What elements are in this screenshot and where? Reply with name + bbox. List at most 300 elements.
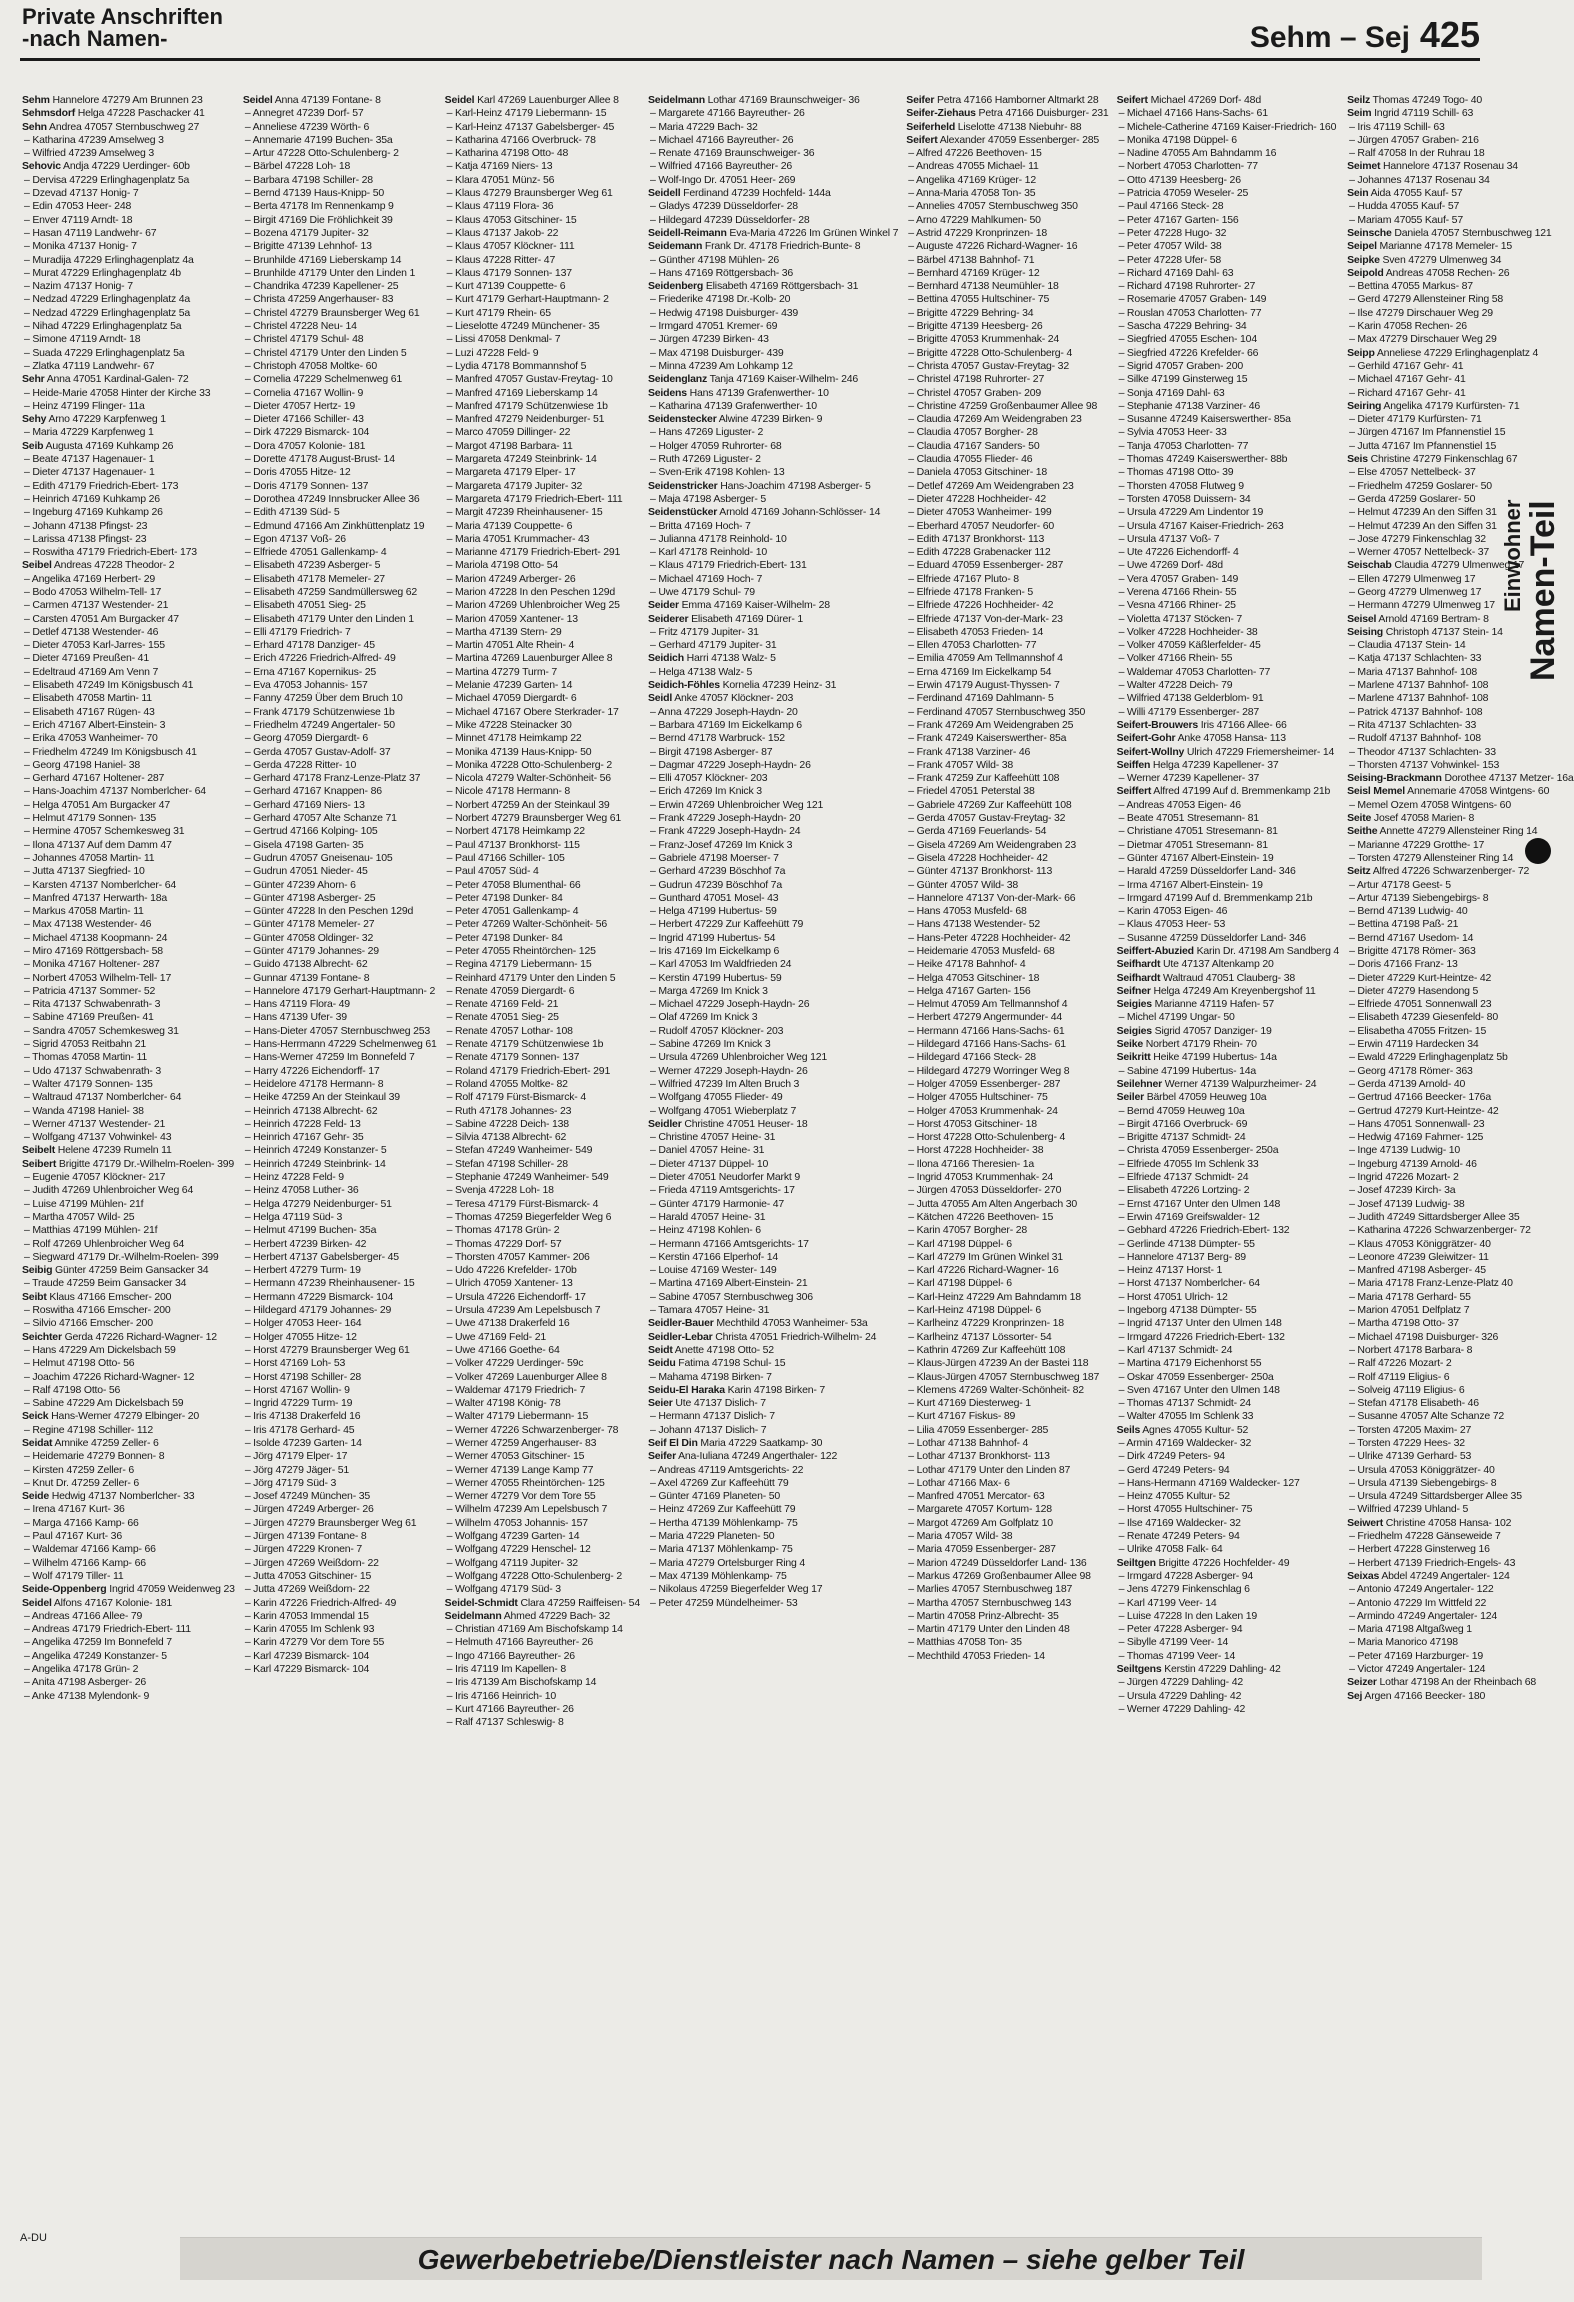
listing-details: – Katharina 47226 Schwarzenberger- 72 xyxy=(1349,1224,1531,1237)
listing-details: – Doris 47179 Sonnen- 137 xyxy=(244,479,369,492)
listing-entry xyxy=(1347,333,1573,346)
listing-entry xyxy=(22,1636,235,1649)
listing-entry xyxy=(243,852,437,865)
listing-details: – Norbert 47259 An der Steinkaul 39 xyxy=(446,798,610,811)
listing-entry xyxy=(1117,1224,1340,1237)
listing-details: – Sabine 47228 Deich- 138 xyxy=(446,1117,569,1130)
listing-details: – Gabriele 47198 Moerser- 7 xyxy=(649,851,779,864)
listing-details: – Gisela 47228 Hochheider- 42 xyxy=(908,851,1048,864)
listing-entry xyxy=(1117,706,1340,719)
listing-entry xyxy=(1347,1238,1573,1251)
listing-entry xyxy=(1347,1450,1573,1463)
listing-details: – Armindo 47249 Angertaler- 124 xyxy=(1349,1609,1497,1622)
listing-details: – Ursula 47269 Uhlenbroicher Weg 121 xyxy=(649,1051,828,1064)
listing-entry xyxy=(445,520,640,533)
listing-details: – Gladys 47239 Düsseldorfer- 28 xyxy=(649,200,798,213)
listing-details: – Hans 47229 Am Dickelsbach 59 xyxy=(24,1343,176,1356)
listing-details: – Thomas 47229 Dorf- 57 xyxy=(446,1237,562,1250)
listing-entry xyxy=(445,453,640,466)
listing-entry xyxy=(1117,652,1340,665)
listing-entry xyxy=(445,719,640,732)
listing-details: – Holger 47055 Hitze- 12 xyxy=(244,1330,357,1343)
listing-details: – Hermann 47279 Ulmenweg 17 xyxy=(1349,599,1495,612)
listing-details: – Ursula 47167 Kaiser-Friedrich- 263 xyxy=(1118,519,1284,532)
listing-details: – Peter 47167 Garten- 156 xyxy=(1118,213,1239,226)
listing-details: – Margot 47269 Am Golfplatz 10 xyxy=(908,1516,1053,1529)
listing-details: – Georg 47279 Ulmenweg 17 xyxy=(1349,585,1482,598)
listing-entry xyxy=(445,227,640,240)
listing-details: – Volker 47269 Lauenburger Allee 8 xyxy=(446,1370,607,1383)
listing-entry xyxy=(445,121,640,134)
listing-details: – Helga 47051 Am Burgacker 47 xyxy=(24,798,170,811)
listing-entry xyxy=(243,746,437,759)
listing-details: – Richard 47167 Gehr- 41 xyxy=(1349,386,1466,399)
listing-details: – Birgit 47166 Overbruck- 69 xyxy=(1118,1117,1248,1130)
listing-entry xyxy=(445,187,640,200)
listing-entry xyxy=(906,932,1108,945)
listing-entry xyxy=(1117,267,1340,280)
listing-details: – Werner 47279 Vor dem Tore 55 xyxy=(446,1490,596,1503)
listing-details: – Kerstin 47166 Elperhof- 14 xyxy=(649,1250,779,1263)
listing-details: – Elisabeth 47249 Im Königsbusch 41 xyxy=(24,679,194,692)
listing-entry xyxy=(1347,1291,1573,1304)
listing-entry xyxy=(445,1025,640,1038)
listing-details: – Guido 47138 Albrecht- 62 xyxy=(244,958,368,971)
listing-details: – Margareta 47179 Jupiter- 32 xyxy=(446,479,583,492)
listing-details: Agnes 47055 Kultur- 52 xyxy=(1142,1423,1249,1436)
listing-entry xyxy=(1117,746,1340,759)
listing-entry xyxy=(243,214,437,227)
listing-entry xyxy=(445,918,640,931)
listing-details: – Bozena 47179 Jupiter- 32 xyxy=(244,226,369,239)
listing-details: – Marlene 47137 Bahnhof- 108 xyxy=(1349,692,1489,705)
listing-details: – Kätchen 47226 Beethoven- 15 xyxy=(908,1210,1054,1223)
listing-entry xyxy=(243,1224,437,1237)
listing-entry xyxy=(648,666,898,679)
listing-details: – Kurt 47169 Diesterweg- 1 xyxy=(908,1397,1031,1410)
listing-entry xyxy=(906,520,1108,533)
listing-entry xyxy=(1117,1610,1340,1623)
listing-details: – Ralf 47198 Otto- 56 xyxy=(24,1383,121,1396)
listing-entry xyxy=(1347,1424,1573,1437)
listing-entry xyxy=(648,1264,898,1277)
listing-entry xyxy=(445,1597,640,1610)
listing-details: – Inge 47139 Ludwig- 10 xyxy=(1349,1144,1461,1157)
surname: Seidich-Föhles xyxy=(647,679,720,692)
listing-details: – Roland 47055 Moltke- 82 xyxy=(446,1077,568,1090)
listing-details: Petra 47166 Duisburger- 231 xyxy=(978,107,1109,120)
listing-entry xyxy=(243,1570,437,1583)
listing-details: – Lothar 47137 Bronkhorst- 113 xyxy=(908,1450,1050,1463)
listing-details: – Stefan 47198 Schiller- 28 xyxy=(446,1157,568,1170)
listing-entry xyxy=(648,1011,898,1024)
listing-details: – Karl 47053 Im Waldfrieden 24 xyxy=(649,958,792,971)
listing-details: – Volker 47166 Rhein- 55 xyxy=(1118,652,1233,665)
listing-entry xyxy=(243,373,437,386)
listing-details: – Kurt 47139 Couppette- 6 xyxy=(446,280,566,293)
listing-entry xyxy=(1117,626,1340,639)
listing-details: – Elisabeth 47259 Sandmüllersweg 62 xyxy=(244,585,418,598)
listing-details: – Iris 47138 Drakerfeld 16 xyxy=(244,1410,361,1423)
listing-entry xyxy=(906,214,1108,227)
listing-details: – Udo 47226 Krefelder- 170b xyxy=(446,1264,577,1277)
listing-details: – Michael 47166 Hans-Sachs- 61 xyxy=(1118,107,1268,120)
listing-details: – Hannelore 47137 Von-der-Mark- 66 xyxy=(908,891,1076,904)
listing-entry xyxy=(22,187,235,200)
listing-entry xyxy=(445,1410,640,1423)
listing-details: – Birgit 47198 Asberger- 87 xyxy=(649,745,773,758)
listing-entry xyxy=(906,972,1108,985)
listing-entry xyxy=(1347,1676,1573,1689)
surname: Seidelmann xyxy=(444,1609,502,1622)
listing-details: – Rudolf 47137 Bahnhof- 108 xyxy=(1349,732,1481,745)
listing-entry xyxy=(906,1171,1108,1184)
listing-entry xyxy=(1347,1410,1573,1423)
listing-entry xyxy=(1347,639,1573,652)
listing-entry xyxy=(445,799,640,812)
listing-entry xyxy=(648,426,898,439)
surname: Seite xyxy=(1347,812,1372,825)
listing-details: – Heidemarie 47053 Musfeld- 68 xyxy=(908,945,1055,957)
surname: Seiring xyxy=(1347,399,1382,412)
listing-details: – Manfred 47179 Schützenwiese 1b xyxy=(446,399,608,412)
listing-entry xyxy=(648,759,898,772)
listing-entry xyxy=(243,1264,437,1277)
listing-details: Lothar 47198 An der Rheinbach 68 xyxy=(1379,1676,1537,1689)
listing-entry xyxy=(648,134,898,147)
listing-entry xyxy=(648,799,898,812)
listing-details: – Karl 47137 Schmidt- 24 xyxy=(1118,1343,1233,1356)
listing-entry xyxy=(648,879,898,892)
listing-entry xyxy=(648,719,898,732)
listing-entry xyxy=(243,533,437,546)
listing-details: – Brigitte 47228 Otto-Schulenberg- 4 xyxy=(908,346,1073,359)
listing-details: – Annemarie 47199 Buchen- 35a xyxy=(244,133,393,146)
listing-entry xyxy=(22,1503,235,1516)
listing-entry xyxy=(906,493,1108,506)
listing-details: – Nedzad 47229 Erlinghagenplatz 4a xyxy=(24,293,190,306)
listing-details: Andreas 47058 Rechen- 26 xyxy=(1385,266,1510,279)
listing-details: – Günter 47167 Albert-Einstein- 19 xyxy=(1118,851,1274,864)
listing-details: – Klaus 47057 Klöckner- 111 xyxy=(446,240,575,253)
listing-entry xyxy=(1347,652,1573,665)
listing-entry xyxy=(1117,1131,1340,1144)
listing-entry xyxy=(906,1583,1108,1596)
listing-entry xyxy=(1117,94,1340,107)
surname: Seiler xyxy=(1116,1091,1144,1104)
listing-details: – Hermann 47166 Amtsgerichts- 17 xyxy=(649,1237,809,1250)
section-title: Private Anschriften xyxy=(22,4,223,29)
listing-entry xyxy=(1117,1118,1340,1131)
listing-details: – Anita 47198 Asberger- 26 xyxy=(24,1676,147,1689)
listing-entry xyxy=(445,1277,640,1290)
listing-details: – Gerhard 47167 Knappen- 86 xyxy=(244,785,382,798)
listing-details: – Heinz 47055 Kultur- 52 xyxy=(1118,1490,1230,1503)
surname: Seischab xyxy=(1347,559,1392,572)
directory-column xyxy=(243,94,437,2234)
listing-entry xyxy=(445,1131,640,1144)
listing-details: – Karin 47226 Friedrich-Alfred- 49 xyxy=(244,1596,397,1609)
listing-details: – Mahama 47198 Birken- 7 xyxy=(649,1370,772,1383)
listing-details: – Frank 47229 Joseph-Haydn- 20 xyxy=(649,812,801,825)
listing-details: – Karl 47226 Richard-Wagner- 16 xyxy=(908,1264,1059,1277)
surname: Seidell xyxy=(647,187,681,200)
listing-entry xyxy=(648,945,898,958)
listing-details: – Ingo 47166 Bayreuther- 26 xyxy=(446,1649,575,1662)
listing-entry xyxy=(445,1331,640,1344)
listing-entry xyxy=(22,1490,235,1503)
listing-details: – Martin 47058 Prinz-Albrecht- 35 xyxy=(908,1609,1059,1622)
listing-entry xyxy=(1117,387,1340,400)
listing-details: – Josef 47249 München- 35 xyxy=(244,1490,370,1503)
listing-details: – Klaus-Jürgen 47057 Sternbuschweg 187 xyxy=(908,1370,1100,1383)
listing-entry xyxy=(648,1171,898,1184)
listing-entry xyxy=(243,1078,437,1091)
listing-entry xyxy=(22,320,235,333)
listing-details: Helga 47249 Am Kreyenbergshof 11 xyxy=(1153,984,1316,997)
listing-entry xyxy=(1117,759,1340,772)
listing-details: – Udo 47137 Schwabenrath- 3 xyxy=(24,1064,162,1077)
listing-entry xyxy=(648,1038,898,1051)
listing-entry xyxy=(906,107,1108,120)
listing-entry xyxy=(1347,466,1573,479)
listing-details: – Uwe 47179 Schul- 79 xyxy=(649,585,755,598)
listing-details: – Heide-Marie 47058 Hinter der Kirche 33 xyxy=(24,386,211,399)
listing-details: Ulrich 47229 Friemersheimer- 14 xyxy=(1186,745,1335,758)
listing-entry xyxy=(22,413,235,426)
listing-details: – Sabine 47169 Preußen- 41 xyxy=(24,1011,154,1024)
listing-entry xyxy=(906,1025,1108,1038)
listing-details: – Ingrid 47137 Unter den Ulmen 148 xyxy=(1118,1317,1282,1330)
listing-details: – Britta 47169 Hoch- 7 xyxy=(649,519,751,532)
listing-entry xyxy=(1117,1038,1340,1051)
listing-details: – Rosemarie 47057 Graben- 149 xyxy=(1118,293,1267,306)
listing-details: Ferdinand 47239 Hochfeld- 144a xyxy=(683,187,831,200)
listing-details: – Günter 47198 Asberger- 25 xyxy=(244,891,376,904)
listing-details: – Jens 47279 Finkenschlag 6 xyxy=(1118,1583,1250,1596)
listing-details: – Horst 47137 Nomberlcher- 64 xyxy=(1118,1277,1260,1290)
listing-details: – Heinrich 47138 Albrecht- 62 xyxy=(244,1104,378,1117)
listing-details: – Harald 47057 Heine- 31 xyxy=(649,1210,766,1223)
listing-entry xyxy=(906,812,1108,825)
listing-entry xyxy=(1117,1517,1340,1530)
listing-entry xyxy=(1117,360,1340,373)
surname: Seigies xyxy=(1116,998,1152,1011)
listing-details: – Bettina 47055 Markus- 87 xyxy=(1349,280,1473,293)
listing-entry xyxy=(1117,413,1340,426)
listing-entry xyxy=(906,280,1108,293)
listing-entry xyxy=(906,1144,1108,1157)
listing-details: – Lothar 47166 Max- 6 xyxy=(908,1476,1010,1489)
listing-details: – Victor 47249 Angertaler- 124 xyxy=(1349,1663,1486,1676)
listing-details: – Annelies 47057 Sternbuschweg 350 xyxy=(908,200,1078,213)
listing-details: – Minnet 47178 Heimkamp 22 xyxy=(446,732,582,745)
listing-entry xyxy=(1117,453,1340,466)
listing-entry xyxy=(648,1251,898,1264)
listing-details: – Marlene 47137 Bahnhof- 108 xyxy=(1349,679,1489,692)
listing-entry xyxy=(243,280,437,293)
listing-details: – Claudia 47137 Stein- 14 xyxy=(1349,639,1466,652)
listing-entry xyxy=(906,480,1108,493)
listing-details: Petra 47166 Hamborner Altmarkt 28 xyxy=(936,94,1099,106)
listing-details: – Frank 47057 Wild- 38 xyxy=(908,758,1014,771)
listing-entry xyxy=(22,160,235,173)
listing-details: – Holger 47053 Heer- 164 xyxy=(244,1317,362,1330)
listing-details: – Sabine 47229 Am Dickelsbach 59 xyxy=(24,1397,184,1410)
listing-entry xyxy=(1117,1437,1340,1450)
listing-entry xyxy=(1117,1251,1340,1264)
listing-entry xyxy=(1347,719,1573,732)
listing-entry xyxy=(648,559,898,572)
listing-entry xyxy=(906,1331,1108,1344)
listing-details: – Margareta 47179 Friedrich-Ebert- 111 xyxy=(446,492,623,505)
listing-details: Annette 47279 Allensteiner Ring 14 xyxy=(1379,825,1538,838)
listing-entry xyxy=(445,254,640,267)
listing-details: – Walter 47055 Im Schlenk 33 xyxy=(1118,1410,1254,1423)
surname: Seike xyxy=(1116,1038,1144,1051)
listing-details: – Ruth 47269 Liguster- 2 xyxy=(649,453,761,466)
listing-details: – Frank 47179 Schützenwiese 1b xyxy=(244,705,395,718)
listing-entry xyxy=(445,1291,640,1304)
listing-details: – Karl 47279 Im Grünen Winkel 31 xyxy=(908,1250,1063,1263)
listing-entry xyxy=(22,1291,235,1304)
listing-entry xyxy=(445,1636,640,1649)
listing-entry xyxy=(243,772,437,785)
surname: Seidu xyxy=(647,1357,676,1370)
listing-details: – Heinz 47058 Luther- 36 xyxy=(244,1184,359,1197)
listing-details: – Beate 47051 Stresemann- 81 xyxy=(1118,812,1259,825)
listing-details: – Walter 47179 Sonnen- 135 xyxy=(24,1077,153,1090)
footer-banner-text: Gewerbebetriebe/Dienstleister nach Namen – siehe gelber Teil xyxy=(417,2244,1245,2275)
listing-entry xyxy=(648,1158,898,1171)
listing-details: – Erna 47169 Im Eickelkamp 54 xyxy=(908,665,1052,678)
listing-entry xyxy=(1347,1277,1573,1290)
listing-entry xyxy=(1347,918,1573,931)
listing-entry xyxy=(243,1503,437,1516)
listing-details: – Hertha 47139 Möhlenkamp- 75 xyxy=(649,1516,798,1529)
listing-details: – Christel 47057 Graben- 209 xyxy=(908,386,1042,399)
listing-details: – Maria 47137 Möhlenkamp- 75 xyxy=(649,1543,793,1556)
listing-entry xyxy=(445,413,640,426)
listing-details: Eva-Maria 47226 Im Grünen Winkel 7 xyxy=(729,226,899,239)
listing-details: – Monika 47139 Haus-Knipp- 50 xyxy=(446,745,592,758)
listing-entry xyxy=(648,785,898,798)
listing-details: – Margareta 47179 Elper- 17 xyxy=(446,466,576,479)
listing-details: – Paul 47137 Bronkhorst- 115 xyxy=(446,838,580,851)
surname: Seiltgens xyxy=(1116,1663,1162,1676)
listing-entry xyxy=(1117,1410,1340,1423)
listing-entry xyxy=(1117,1051,1340,1064)
listing-details: Lothar 47169 Braunschweiger- 36 xyxy=(707,94,860,106)
listing-entry xyxy=(1117,1490,1340,1503)
listing-entry xyxy=(22,1464,235,1477)
surname: Sehy xyxy=(22,413,47,426)
listing-details: – Klaus 47053 Königgrätzer- 40 xyxy=(1349,1237,1491,1250)
listing-entry xyxy=(906,573,1108,586)
listing-entry xyxy=(445,1690,640,1703)
listing-details: – Elfriede 47137 Schmidt- 24 xyxy=(1118,1171,1249,1184)
listing-details: – Christel 47179 Unter den Linden 5 xyxy=(244,346,407,359)
listing-details: Arno 47229 Karpfenweg 1 xyxy=(48,413,166,426)
listing-entry xyxy=(22,134,235,147)
listing-entry xyxy=(243,121,437,134)
listing-details: – Werner 47057 Nettelbeck- 37 xyxy=(1349,546,1490,559)
surname: Seifer-Ziehaus xyxy=(906,107,976,120)
listing-details: – Jörg 47179 Süd- 3 xyxy=(244,1476,337,1489)
listing-details: – Werner 47229 Dahling- 42 xyxy=(1118,1702,1246,1715)
listing-entry xyxy=(906,1437,1108,1450)
listing-details: – Irma 47167 Albert-Einstein- 19 xyxy=(1118,878,1263,891)
listing-entry xyxy=(648,333,898,346)
listing-details: – Maja 47198 Asberger- 5 xyxy=(649,492,766,505)
listing-details: – Paul 47166 Schiller- 105 xyxy=(446,851,565,864)
listing-details: – Wolfgang 47179 Süd- 3 xyxy=(446,1583,561,1596)
listing-details: – Günther 47198 Mühlen- 26 xyxy=(649,253,780,266)
listing-details: – Sascha 47229 Behring- 34 xyxy=(1118,320,1247,333)
listing-entry xyxy=(445,1676,640,1689)
listing-details: – Maria 47198 Altgaßweg 1 xyxy=(1349,1623,1472,1636)
listing-entry xyxy=(1117,852,1340,865)
listing-details: – Gertrud 47279 Kurt-Heintze- 42 xyxy=(1349,1104,1499,1117)
surname: Seifert-Brouwers xyxy=(1116,718,1198,731)
listing-entry xyxy=(1347,1011,1573,1024)
listing-entry xyxy=(445,1317,640,1330)
listing-details: – Günter 47179 Johannes- 29 xyxy=(244,945,379,957)
listing-details: Helga 47239 Kapellener- 37 xyxy=(1152,758,1279,771)
listing-entry xyxy=(1117,107,1340,120)
listing-entry xyxy=(648,94,898,107)
listing-entry xyxy=(1347,998,1573,1011)
listing-details: – Edith 47139 Süd- 5 xyxy=(244,506,340,519)
listing-entry xyxy=(243,639,437,652)
listing-entry xyxy=(243,626,437,639)
listing-entry xyxy=(22,1663,235,1676)
listing-details: – Dirk 47249 Peters- 94 xyxy=(1118,1450,1225,1463)
listing-details: – Herbert 47228 Ginsterweg 16 xyxy=(1349,1543,1490,1556)
listing-details: – Dagmar 47229 Joseph-Haydn- 26 xyxy=(649,758,811,771)
listing-details: – Wilfried 47239 Amselweg 3 xyxy=(24,147,155,160)
listing-entry xyxy=(445,1464,640,1477)
listing-details: – Norbert 47178 Barbara- 8 xyxy=(1349,1343,1473,1356)
listing-details: – Thorsten 47137 Vohwinkel- 153 xyxy=(1349,758,1500,771)
listing-entry xyxy=(1347,599,1573,612)
listing-entry xyxy=(1347,1331,1573,1344)
listing-entry xyxy=(1347,1131,1573,1144)
listing-entry xyxy=(648,360,898,373)
listing-entry xyxy=(243,1490,437,1503)
listing-entry xyxy=(648,1091,898,1104)
listing-entry xyxy=(648,200,898,213)
listing-details: – Ralf 47058 In der Ruhrau 18 xyxy=(1349,147,1485,160)
listing-entry xyxy=(1347,426,1573,439)
listing-details: – Mariam 47055 Kauf- 57 xyxy=(1349,213,1463,226)
listing-details: – Larissa 47138 Pfingst- 23 xyxy=(24,532,147,545)
listing-entry xyxy=(243,1011,437,1024)
listing-details: – Ewald 47229 Erlinghagenplatz 5b xyxy=(1349,1051,1508,1064)
listing-entry xyxy=(1117,1065,1340,1078)
listing-entry xyxy=(22,440,235,453)
surname: Seifert-Wollny xyxy=(1116,745,1185,758)
listing-details: – Erika 47053 Wanheimer- 70 xyxy=(24,732,158,745)
listing-entry xyxy=(1117,599,1340,612)
listing-details: – Gunthard 47051 Mosel- 43 xyxy=(649,891,779,904)
listing-entry xyxy=(648,692,898,705)
listing-details: – Karin 47058 Rechen- 26 xyxy=(1349,320,1467,333)
listing-entry xyxy=(648,440,898,453)
listing-entry xyxy=(1117,573,1340,586)
listing-entry xyxy=(906,293,1108,306)
listing-entry xyxy=(445,174,640,187)
